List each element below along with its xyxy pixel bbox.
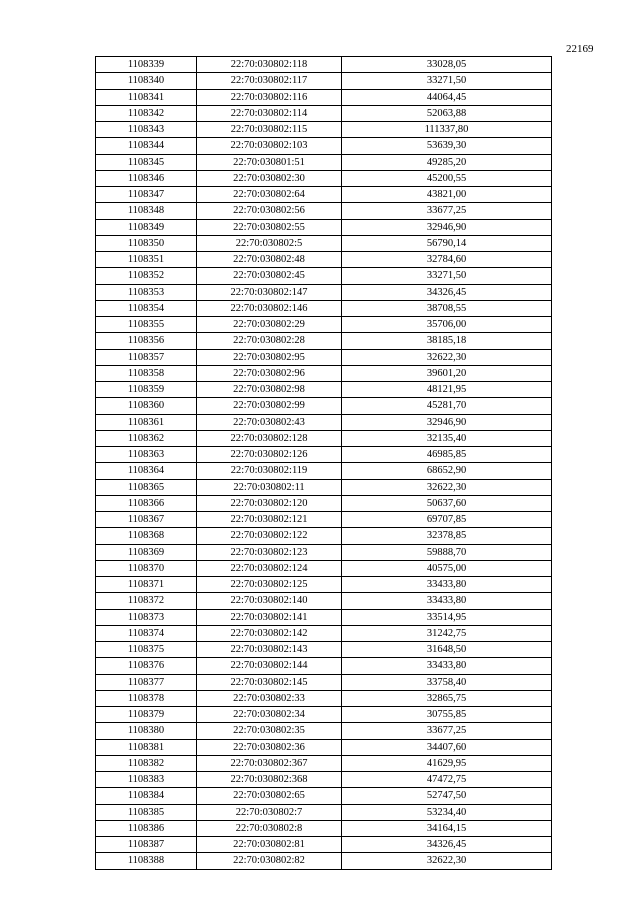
row-number-cell: 1108380 [96, 723, 197, 739]
value-cell: 39601,20 [342, 365, 552, 381]
row-number-cell: 1108365 [96, 479, 197, 495]
cadastral-number-cell: 22:70:030802:142 [197, 625, 342, 641]
value-cell: 47472,75 [342, 772, 552, 788]
value-cell: 48121,95 [342, 382, 552, 398]
table-row [96, 690, 552, 706]
value-cell: 46985,85 [342, 447, 552, 463]
cadastral-number-cell: 22:70:030802:125 [197, 577, 342, 593]
value-cell: 53234,40 [342, 804, 552, 820]
cadastral-number-cell: 22:70:030802:123 [197, 544, 342, 560]
table-row [96, 382, 552, 398]
row-number-cell: 1108383 [96, 772, 197, 788]
table-row [96, 349, 552, 365]
cadastral-number-cell: 22:70:030802:103 [197, 138, 342, 154]
table-row [96, 268, 552, 284]
table-row [96, 804, 552, 820]
cadastral-number-cell: 22:70:030802:117 [197, 73, 342, 89]
table-row [96, 187, 552, 203]
data-table [95, 56, 552, 870]
value-cell: 34326,45 [342, 837, 552, 853]
cadastral-number-cell: 22:70:030802:115 [197, 122, 342, 138]
row-number-cell: 1108363 [96, 447, 197, 463]
row-number-cell: 1108379 [96, 707, 197, 723]
cadastral-number-cell: 22:70:030802:128 [197, 430, 342, 446]
table-row [96, 105, 552, 121]
table-row [96, 57, 552, 73]
value-cell: 32946,90 [342, 414, 552, 430]
value-cell: 33433,80 [342, 577, 552, 593]
value-cell: 44064,45 [342, 89, 552, 105]
table-body [96, 57, 552, 870]
value-cell: 45281,70 [342, 398, 552, 414]
cadastral-number-cell: 22:70:030802:98 [197, 382, 342, 398]
value-cell: 35706,00 [342, 317, 552, 333]
table-row [96, 138, 552, 154]
value-cell: 32784,60 [342, 252, 552, 268]
value-cell: 68652,90 [342, 463, 552, 479]
value-cell: 34407,60 [342, 739, 552, 755]
table-row [96, 544, 552, 560]
cadastral-number-cell: 22:70:030802:65 [197, 788, 342, 804]
cadastral-number-cell: 22:70:030802:140 [197, 593, 342, 609]
value-cell: 53639,30 [342, 138, 552, 154]
table-row [96, 122, 552, 138]
table-row [96, 512, 552, 528]
cadastral-number-cell: 22:70:030802:118 [197, 57, 342, 73]
cadastral-number-cell: 22:70:030802:122 [197, 528, 342, 544]
row-number-cell: 1108376 [96, 658, 197, 674]
row-number-cell: 1108377 [96, 674, 197, 690]
table-row [96, 528, 552, 544]
table-row [96, 642, 552, 658]
row-number-cell: 1108372 [96, 593, 197, 609]
table-row [96, 398, 552, 414]
row-number-cell: 1108371 [96, 577, 197, 593]
value-cell: 32622,30 [342, 479, 552, 495]
value-cell: 33028,05 [342, 57, 552, 73]
row-number-cell: 1108369 [96, 544, 197, 560]
row-number-cell: 1108347 [96, 187, 197, 203]
row-number-cell: 1108356 [96, 333, 197, 349]
row-number-cell: 1108352 [96, 268, 197, 284]
value-cell: 31648,50 [342, 642, 552, 658]
table-row [96, 430, 552, 446]
value-cell: 32865,75 [342, 690, 552, 706]
row-number-cell: 1108384 [96, 788, 197, 804]
cadastral-number-cell: 22:70:030802:82 [197, 853, 342, 869]
cadastral-number-cell: 22:70:030802:34 [197, 707, 342, 723]
value-cell: 59888,70 [342, 544, 552, 560]
row-number-cell: 1108348 [96, 203, 197, 219]
cadastral-number-cell: 22:70:030802:55 [197, 219, 342, 235]
row-number-cell: 1108360 [96, 398, 197, 414]
table-row [96, 463, 552, 479]
cadastral-number-cell: 22:70:030802:43 [197, 414, 342, 430]
table-row [96, 674, 552, 690]
table-row [96, 820, 552, 836]
cadastral-number-cell: 22:70:030802:121 [197, 512, 342, 528]
row-number-cell: 1108345 [96, 154, 197, 170]
row-number-cell: 1108354 [96, 300, 197, 316]
row-number-cell: 1108341 [96, 89, 197, 105]
row-number-cell: 1108367 [96, 512, 197, 528]
cadastral-number-cell: 22:70:030802:144 [197, 658, 342, 674]
row-number-cell: 1108340 [96, 73, 197, 89]
cadastral-number-cell: 22:70:030802:33 [197, 690, 342, 706]
row-number-cell: 1108362 [96, 430, 197, 446]
row-number-cell: 1108344 [96, 138, 197, 154]
value-cell: 32946,90 [342, 219, 552, 235]
cadastral-number-cell: 22:70:030802:147 [197, 284, 342, 300]
value-cell: 56790,14 [342, 235, 552, 251]
value-cell: 33433,80 [342, 593, 552, 609]
value-cell: 49285,20 [342, 154, 552, 170]
row-number-cell: 1108386 [96, 820, 197, 836]
table-row [96, 219, 552, 235]
row-number-cell: 1108355 [96, 317, 197, 333]
cadastral-number-cell: 22:70:030802:114 [197, 105, 342, 121]
row-number-cell: 1108351 [96, 252, 197, 268]
row-number-cell: 1108357 [96, 349, 197, 365]
table-row [96, 284, 552, 300]
row-number-cell: 1108342 [96, 105, 197, 121]
table-row [96, 73, 552, 89]
value-cell: 32378,85 [342, 528, 552, 544]
cadastral-number-cell: 22:70:030802:28 [197, 333, 342, 349]
value-cell: 32135,40 [342, 430, 552, 446]
row-number-cell: 1108385 [96, 804, 197, 820]
cadastral-number-cell: 22:70:030802:36 [197, 739, 342, 755]
cadastral-number-cell: 22:70:030802:56 [197, 203, 342, 219]
value-cell: 33514,95 [342, 609, 552, 625]
row-number-cell: 1108364 [96, 463, 197, 479]
value-cell: 34326,45 [342, 284, 552, 300]
cadastral-number-cell: 22:70:030802:367 [197, 755, 342, 771]
cadastral-number-cell: 22:70:030802:145 [197, 674, 342, 690]
value-cell: 43821,00 [342, 187, 552, 203]
table-row [96, 560, 552, 576]
row-number-cell: 1108373 [96, 609, 197, 625]
value-cell: 69707,85 [342, 512, 552, 528]
cadastral-number-cell: 22:70:030802:48 [197, 252, 342, 268]
row-number-cell: 1108361 [96, 414, 197, 430]
row-number-cell: 1108370 [96, 560, 197, 576]
page-number: 22169 [566, 43, 594, 55]
table-row [96, 154, 552, 170]
cadastral-number-cell: 22:70:030802:120 [197, 495, 342, 511]
row-number-cell: 1108353 [96, 284, 197, 300]
table-row [96, 723, 552, 739]
table-row [96, 788, 552, 804]
row-number-cell: 1108375 [96, 642, 197, 658]
table-row [96, 252, 552, 268]
table-row [96, 495, 552, 511]
value-cell: 33677,25 [342, 203, 552, 219]
table-row [96, 170, 552, 186]
row-number-cell: 1108388 [96, 853, 197, 869]
value-cell: 50637,60 [342, 495, 552, 511]
table-row [96, 625, 552, 641]
value-cell: 32622,30 [342, 349, 552, 365]
value-cell: 33271,50 [342, 73, 552, 89]
row-number-cell: 1108343 [96, 122, 197, 138]
row-number-cell: 1108368 [96, 528, 197, 544]
cadastral-number-cell: 22:70:030802:64 [197, 187, 342, 203]
value-cell: 52747,50 [342, 788, 552, 804]
table-row [96, 755, 552, 771]
value-cell: 52063,88 [342, 105, 552, 121]
cadastral-number-cell: 22:70:030802:96 [197, 365, 342, 381]
cadastral-number-cell: 22:70:030802:119 [197, 463, 342, 479]
row-number-cell: 1108359 [96, 382, 197, 398]
table-row [96, 609, 552, 625]
row-number-cell: 1108366 [96, 495, 197, 511]
cadastral-number-cell: 22:70:030802:126 [197, 447, 342, 463]
table-row [96, 333, 552, 349]
table-row [96, 365, 552, 381]
cadastral-number-cell: 22:70:030802:29 [197, 317, 342, 333]
row-number-cell: 1108382 [96, 755, 197, 771]
table-row [96, 203, 552, 219]
table-row [96, 300, 552, 316]
cadastral-number-cell: 22:70:030801:51 [197, 154, 342, 170]
table-row [96, 235, 552, 251]
cadastral-number-cell: 22:70:030802:95 [197, 349, 342, 365]
cadastral-number-cell: 22:70:030802:368 [197, 772, 342, 788]
cadastral-number-cell: 22:70:030802:8 [197, 820, 342, 836]
value-cell: 45200,55 [342, 170, 552, 186]
value-cell: 111337,80 [342, 122, 552, 138]
cadastral-number-cell: 22:70:030802:35 [197, 723, 342, 739]
table-row [96, 707, 552, 723]
value-cell: 38185,18 [342, 333, 552, 349]
cadastral-number-cell: 22:70:030802:5 [197, 235, 342, 251]
cadastral-number-cell: 22:70:030802:99 [197, 398, 342, 414]
cadastral-number-cell: 22:70:030802:30 [197, 170, 342, 186]
table-row [96, 772, 552, 788]
table-row [96, 577, 552, 593]
value-cell: 40575,00 [342, 560, 552, 576]
value-cell: 38708,55 [342, 300, 552, 316]
value-cell: 32622,30 [342, 853, 552, 869]
value-cell: 33677,25 [342, 723, 552, 739]
row-number-cell: 1108349 [96, 219, 197, 235]
row-number-cell: 1108381 [96, 739, 197, 755]
row-number-cell: 1108378 [96, 690, 197, 706]
table-row [96, 414, 552, 430]
cadastral-number-cell: 22:70:030802:11 [197, 479, 342, 495]
row-number-cell: 1108358 [96, 365, 197, 381]
table-row [96, 317, 552, 333]
table-row [96, 739, 552, 755]
table-row [96, 853, 552, 869]
cadastral-number-cell: 22:70:030802:146 [197, 300, 342, 316]
table-row [96, 837, 552, 853]
cadastral-number-cell: 22:70:030802:45 [197, 268, 342, 284]
row-number-cell: 1108350 [96, 235, 197, 251]
value-cell: 31242,75 [342, 625, 552, 641]
cadastral-number-cell: 22:70:030802:141 [197, 609, 342, 625]
table-row [96, 447, 552, 463]
table-row [96, 658, 552, 674]
value-cell: 30755,85 [342, 707, 552, 723]
table-row [96, 593, 552, 609]
cadastral-number-cell: 22:70:030802:116 [197, 89, 342, 105]
value-cell: 34164,15 [342, 820, 552, 836]
table-row [96, 89, 552, 105]
cadastral-number-cell: 22:70:030802:143 [197, 642, 342, 658]
row-number-cell: 1108339 [96, 57, 197, 73]
cadastral-number-cell: 22:70:030802:7 [197, 804, 342, 820]
row-number-cell: 1108387 [96, 837, 197, 853]
row-number-cell: 1108346 [96, 170, 197, 186]
value-cell: 33433,80 [342, 658, 552, 674]
value-cell: 33271,50 [342, 268, 552, 284]
value-cell: 33758,40 [342, 674, 552, 690]
cadastral-number-cell: 22:70:030802:81 [197, 837, 342, 853]
row-number-cell: 1108374 [96, 625, 197, 641]
cadastral-number-cell: 22:70:030802:124 [197, 560, 342, 576]
table-row [96, 479, 552, 495]
value-cell: 41629,95 [342, 755, 552, 771]
